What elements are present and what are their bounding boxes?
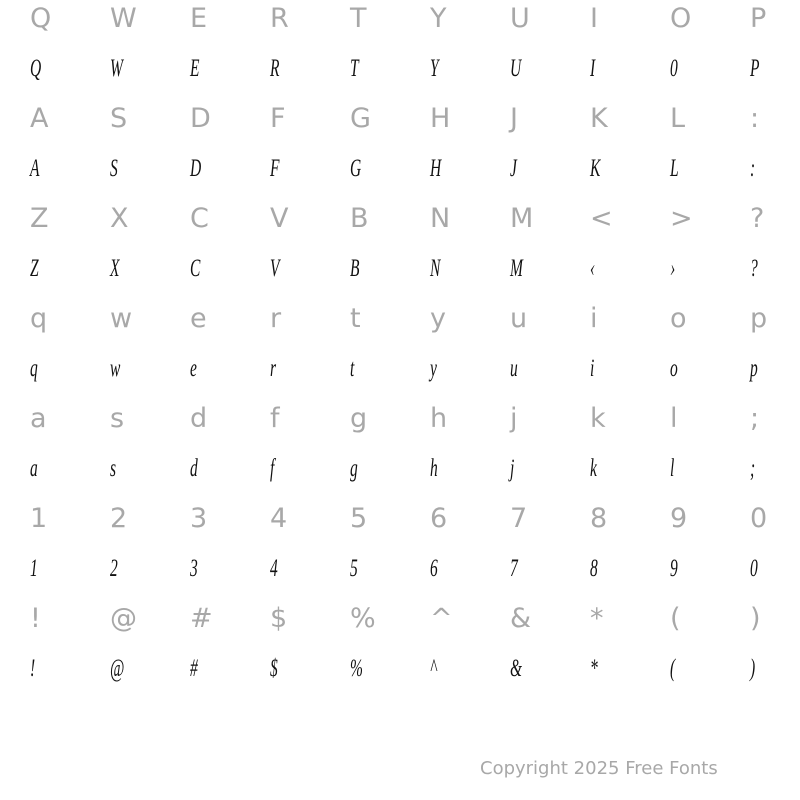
sample-glyph: u	[510, 355, 518, 382]
sample-glyph-row	[0, 550, 800, 600]
reference-glyph: (	[670, 603, 681, 634]
reference-glyph: $	[270, 603, 288, 634]
reference-glyph: ^	[430, 603, 453, 634]
sample-glyph: w	[110, 355, 121, 382]
reference-glyph: J	[510, 103, 518, 134]
sample-glyph: p	[750, 355, 758, 382]
reference-glyph: *	[590, 603, 604, 634]
sample-glyph: E	[190, 55, 200, 82]
sample-glyph: Q	[30, 55, 42, 82]
sample-glyph: ?	[750, 255, 758, 282]
sample-glyph: C	[190, 255, 201, 282]
sample-glyph: )	[750, 655, 756, 682]
reference-glyph: L	[670, 103, 686, 134]
reference-glyph: U	[510, 3, 530, 34]
reference-glyph: M	[510, 203, 534, 234]
sample-glyph: V	[270, 255, 280, 282]
sample-glyph: $	[270, 655, 278, 682]
reference-glyph: I	[590, 3, 598, 34]
reference-glyph: S	[110, 103, 128, 134]
sample-glyph: 9	[670, 555, 678, 582]
reference-glyph: i	[590, 303, 598, 334]
sample-glyph: T	[350, 55, 359, 82]
sample-glyph: 5	[350, 555, 358, 582]
reference-glyph: h	[430, 403, 448, 434]
reference-glyph: 5	[350, 503, 368, 534]
copyright-footer: Copyright 2025 Free Fonts	[480, 758, 718, 779]
sample-glyph: U	[510, 55, 522, 82]
reference-glyph: t	[350, 303, 361, 334]
sample-glyph: L	[670, 155, 679, 182]
sample-glyph: H	[430, 155, 442, 182]
sample-glyph: K	[590, 155, 601, 182]
sample-glyph: X	[110, 255, 120, 282]
sample-glyph: #	[190, 655, 198, 682]
reference-glyph: !	[30, 603, 41, 634]
sample-glyph: ^	[430, 655, 437, 682]
reference-glyph: )	[750, 603, 761, 634]
reference-glyph: a	[30, 403, 47, 434]
reference-glyph-row	[0, 0, 800, 50]
sample-glyph: i	[590, 355, 595, 382]
sample-glyph: d	[190, 455, 198, 482]
sample-glyph: !	[30, 655, 36, 682]
sample-glyph: D	[190, 155, 202, 182]
sample-glyph: M	[510, 255, 523, 282]
reference-glyph: 2	[110, 503, 128, 534]
sample-glyph: l	[670, 455, 675, 482]
reference-glyph: &	[510, 603, 532, 634]
sample-glyph: Y	[430, 55, 439, 82]
reference-glyph: R	[270, 3, 289, 34]
reference-glyph: Z	[30, 203, 49, 234]
reference-glyph: D	[190, 103, 211, 134]
sample-glyph: 6	[430, 555, 438, 582]
sample-glyph: 7	[510, 555, 518, 582]
reference-glyph: K	[590, 103, 608, 134]
reference-glyph: u	[510, 303, 528, 334]
reference-glyph-row	[0, 200, 800, 250]
sample-glyph: N	[430, 255, 441, 282]
sample-glyph: ‹	[590, 255, 596, 282]
sample-glyph: P	[750, 55, 760, 82]
reference-glyph: 6	[430, 503, 448, 534]
sample-glyph: j	[510, 455, 515, 482]
sample-glyph: ;	[750, 455, 756, 482]
reference-glyph: H	[430, 103, 451, 134]
reference-glyph: O	[670, 3, 692, 34]
reference-glyph: ;	[750, 403, 760, 434]
sample-glyph: 0	[750, 555, 758, 582]
reference-glyph: p	[750, 303, 768, 334]
sample-glyph: 8	[590, 555, 598, 582]
reference-glyph: >	[670, 203, 693, 234]
sample-glyph: I	[590, 55, 596, 82]
reference-glyph: T	[350, 3, 367, 34]
sample-glyph-row	[0, 50, 800, 100]
reference-glyph: 9	[670, 503, 688, 534]
sample-glyph: g	[350, 455, 358, 482]
reference-glyph: 0	[750, 503, 768, 534]
reference-glyph-row	[0, 400, 800, 450]
reference-glyph: k	[590, 403, 606, 434]
sample-glyph: R	[270, 55, 280, 82]
reference-glyph: :	[750, 103, 760, 134]
sample-glyph: 2	[110, 555, 118, 582]
reference-glyph: C	[190, 203, 209, 234]
reference-glyph: e	[190, 303, 207, 334]
sample-glyph: :	[750, 155, 756, 182]
sample-glyph: t	[350, 355, 355, 382]
reference-glyph: f	[270, 403, 280, 434]
sample-glyph: o	[670, 355, 678, 382]
reference-glyph: G	[350, 103, 371, 134]
sample-glyph: (	[670, 655, 676, 682]
reference-glyph: s	[110, 403, 125, 434]
sample-glyph: s	[110, 455, 117, 482]
sample-glyph: J	[510, 155, 517, 182]
reference-glyph: W	[110, 3, 137, 34]
reference-glyph-row	[0, 600, 800, 650]
reference-glyph: %	[350, 603, 376, 634]
reference-glyph: B	[350, 203, 369, 234]
reference-glyph: E	[190, 3, 208, 34]
sample-glyph: 0	[670, 55, 678, 82]
reference-glyph: g	[350, 403, 368, 434]
reference-glyph: 4	[270, 503, 288, 534]
sample-glyph: q	[30, 355, 38, 382]
sample-glyph: 1	[30, 555, 38, 582]
sample-glyph: k	[590, 455, 597, 482]
sample-glyph: B	[350, 255, 360, 282]
reference-glyph: X	[110, 203, 129, 234]
sample-glyph: e	[190, 355, 197, 382]
reference-glyph: Y	[430, 3, 447, 34]
reference-glyph: P	[750, 3, 767, 34]
reference-glyph: 1	[30, 503, 48, 534]
reference-glyph-row	[0, 500, 800, 550]
reference-glyph: #	[190, 603, 213, 634]
sample-glyph: %	[350, 655, 363, 682]
reference-glyph: V	[270, 203, 289, 234]
sample-glyph-row	[0, 450, 800, 500]
reference-glyph: <	[590, 203, 613, 234]
sample-glyph: A	[30, 155, 40, 182]
reference-glyph: A	[30, 103, 49, 134]
sample-glyph: r	[270, 355, 277, 382]
sample-glyph: y	[430, 355, 437, 382]
reference-glyph-row	[0, 300, 800, 350]
reference-glyph: l	[670, 403, 678, 434]
sample-glyph: ›	[670, 255, 676, 282]
sample-glyph: *	[590, 655, 598, 682]
reference-glyph-row	[0, 100, 800, 150]
sample-glyph: &	[510, 655, 523, 682]
sample-glyph-row	[0, 350, 800, 400]
sample-glyph: F	[270, 155, 280, 182]
reference-glyph: j	[510, 403, 518, 434]
sample-glyph-row	[0, 250, 800, 300]
sample-glyph: 3	[190, 555, 198, 582]
reference-glyph: F	[270, 103, 286, 134]
sample-glyph: a	[30, 455, 38, 482]
sample-glyph: h	[430, 455, 438, 482]
reference-glyph: o	[670, 303, 687, 334]
reference-glyph: r	[270, 303, 282, 334]
reference-glyph: d	[190, 403, 208, 434]
sample-glyph: f	[270, 455, 275, 482]
reference-glyph: y	[430, 303, 446, 334]
sample-glyph-row	[0, 650, 800, 700]
reference-glyph: N	[430, 203, 451, 234]
reference-glyph: 3	[190, 503, 208, 534]
sample-glyph: @	[110, 655, 125, 682]
sample-glyph: G	[350, 155, 362, 182]
sample-glyph: W	[110, 55, 123, 82]
reference-glyph: 8	[590, 503, 608, 534]
reference-glyph: w	[110, 303, 133, 334]
reference-glyph: ?	[750, 203, 765, 234]
sample-glyph: Z	[30, 255, 39, 282]
reference-glyph: q	[30, 303, 48, 334]
reference-glyph: @	[110, 603, 137, 634]
sample-glyph-row	[0, 150, 800, 200]
reference-glyph: 7	[510, 503, 528, 534]
reference-glyph: Q	[30, 3, 52, 34]
sample-glyph: S	[110, 155, 118, 182]
sample-glyph: 4	[270, 555, 278, 582]
